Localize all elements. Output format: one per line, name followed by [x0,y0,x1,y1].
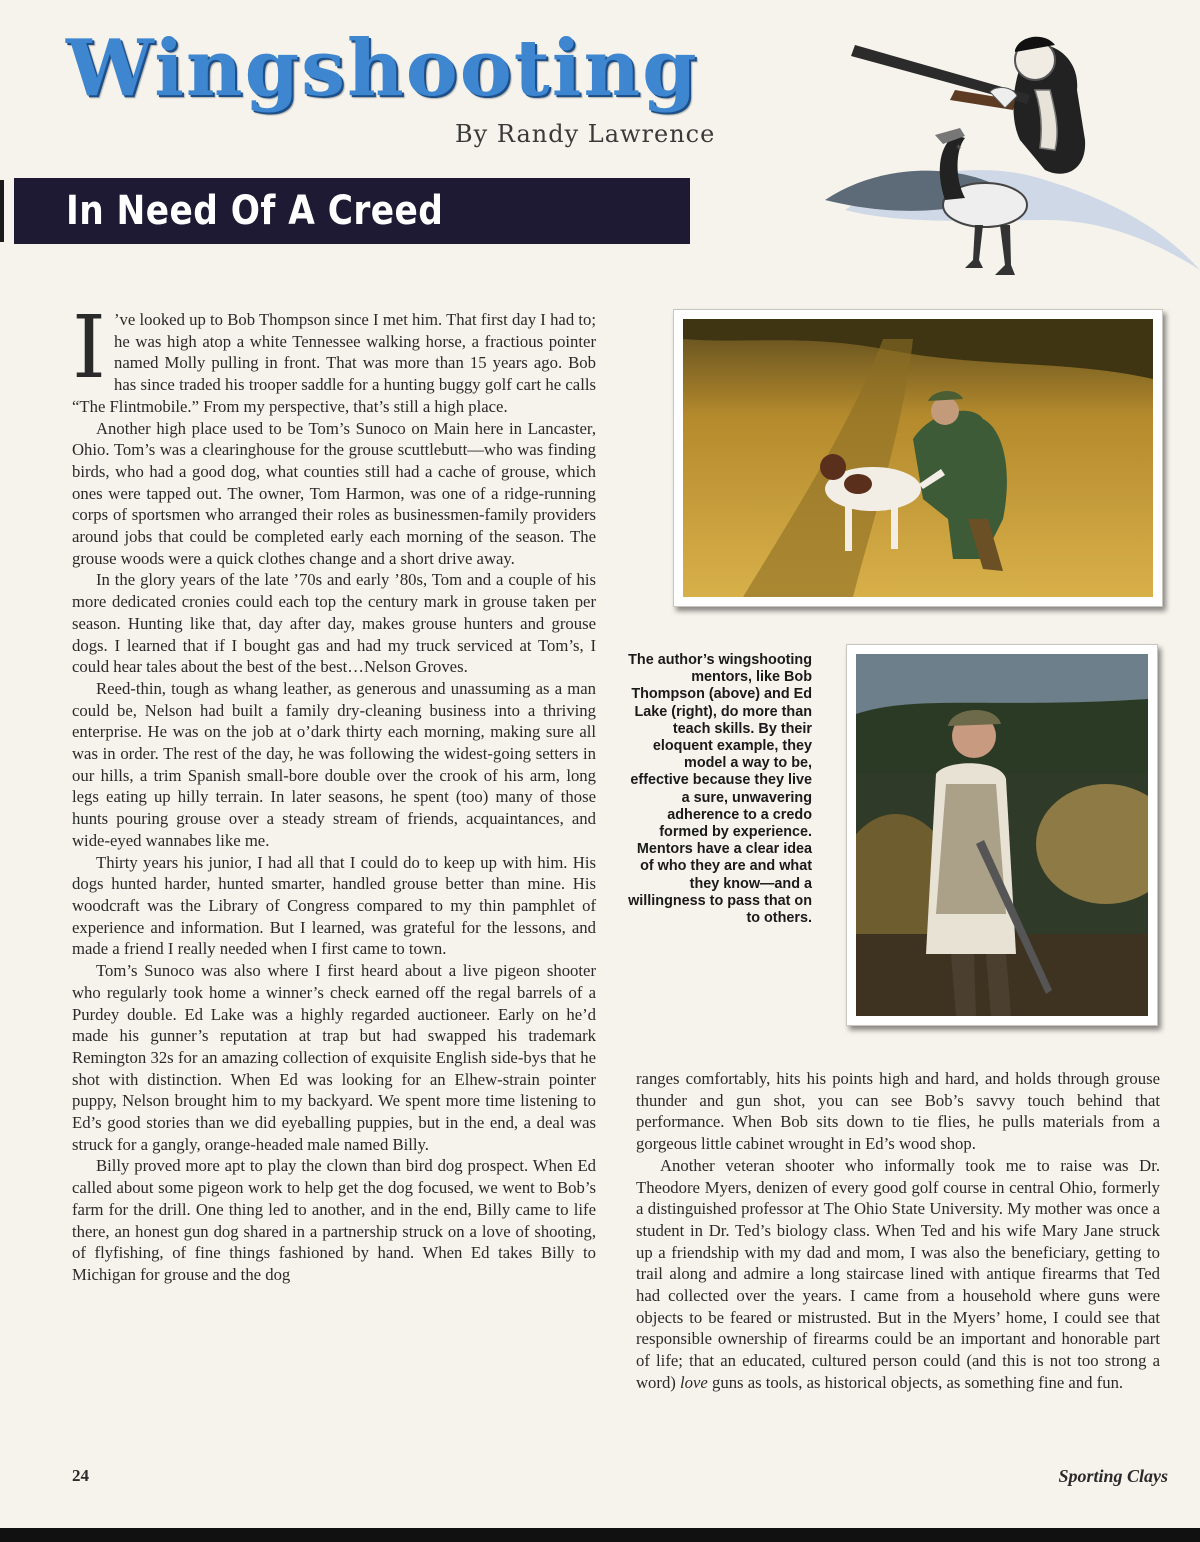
page-number: 24 [72,1466,89,1485]
hunter-with-goose-illustration [815,20,1200,280]
byline: By Randy Lawrence [455,120,716,148]
headline-bar [14,178,690,244]
emphasized-word: love [680,1372,708,1392]
article-paragraph: ranges comfortably, hits his points high and hard, and holds through grouse thunder and gun shot, you can see Bob’s savvy touch behind that performance. When Bob sits down to tie flies, he pulls materials from a gorgeous little cabinet wrought in Ed’s wood shop. [636,1069,1160,1154]
publication-name: Sporting Clays [1058,1466,1168,1486]
article-paragraph: In the glory years of the late ’70s and early ’80s, Tom and a couple of his more dedicated cronies could each top the century mark in grouse taken per season. Hunting like that, day after day, makes grouse hunters and grouse dogs. I learned that if I bought gas and had my truck serviced at Tom’s, I could hear tales about the best of the best…Nelson Groves. [72,570,596,677]
bottom-rule [0,1528,1200,1542]
article-paragraph: Tom’s Sunoco was also where I first heard about a live pigeon shooter who regularly took home a winner’s check earned off the regal barrels of a Purdey double. Ed Lake was a highly regarded auctioneer. Early on he’d made his gunner’s reputation at trap but had swapped his trademark Remington 32s for an amazing collection of exquisite English side-bys that he shot with distinction. When Ed was looking for an Elhew-strain pointer puppy, Nelson brought him to my backyard. We spent more time listening to Ed’s good stories than we did eyeballing puppies, but in the end, a deal was struck for a gangly, orange-headed male named Billy. [72,961,596,1154]
article-paragraph: Billy proved more apt to play the clown than bird dog prospect. When Ed called about some pigeon work to help get the dog focused, we went to Bob’s farm for the drill. One thing led to another, and in the end, Billy came to life there, an honest gun dog shared in a partnership struck on a love of shooting, of flyfishing, of fine things fashioned by hand. When Ed takes Billy to Michigan for grouse and the dog [72,1156,596,1284]
photo-man-with-shotgun-image [856,654,1148,1016]
article-headline: In Need Of A Creed [66,188,444,234]
paragraph-text: ’ve looked up to Bob Thompson since I met him. That first day I had to; he was high atop a white Tennessee walking horse, a fractious pointer named Molly pulling in front. That was more than 15 years ago. Bob has since traded his trooper saddle for a hunting buggy golf cart he calls “The Flintmobile.” From my perspective, that’s still a high place. [72,310,596,416]
drop-cap: I [72,298,106,398]
photo-caption: The author’s wingshooting mentors, like Bob Thompson (above) and Ed Lake (right), do more than teach skills. By their eloquent example, they model a way to be, effective because they live a sure, unwavering adherence to a credo formed by experience. Mentors have a clear idea of who they are and what they know—and a willingness to pass that on to others. [628,652,812,927]
paragraph-text: Another veteran shooter who informally took me to raise was Dr. Theodore Myers, denizen of every good golf course in central Ohio, formerly a distinguished professor at The Ohio State University. My mother was once a student in Dr. Ted’s biology class. When Ted and his wife Mary Jane struck up a friendship with my dad and mom, I was also the beneficiary, getting to trail along and admire a long staircase lined with antique firearms that Ted had collected over the years. I came from a household where guns were objects to be feared or mistrusted. But in the Myers’ home, I could see that responsible ownership of firearms could be an important and honorable part of life; that an educated, cultured person could (and this is not too strong a word) [636,1155,1160,1392]
article-paragraph [636,1155,1160,1394]
article-paragraph: Thirty years his junior, I had all that I could do to keep up with him. His dogs hunted harder, hunted smarter, handled grouse better than mine. His woodcraft was the Library of Congress compared to my thin pamphlet of experience and information. But I learned, was grateful for the lessons, and made a friend I really needed when I first came to town. [72,852,596,959]
photo-man-with-shotgun [846,644,1158,1026]
article-column-left [72,298,596,1286]
article-paragraph: Another high place used to be Tom’s Sunoco on Main here in Lancaster, Ohio. Tom’s was a clearinghouse for the grouse scuttlebutt—who was finding birds, who had a good dog, what counties still had a cache of grouse, which ones were tapped out. The owner, Tom Harmon, was one of a ridge-running corps of sportsmen who arranged their roles as businessmen-family providers around jobs that could be completed early each morning of the season. The grouse woods were a quick clothes change and a short drive away. [72,418,596,568]
left-margin-rule [0,180,4,242]
paragraph-text: guns as tools, as historical objects, as something fine and fun. [712,1372,1124,1392]
article-column-right [636,1068,1160,1394]
section-title: Wingshooting [66,23,699,114]
photo-hunter-with-pointer [673,309,1163,607]
article-paragraph: Reed-thin, tough as whang leather, as generous and unassuming as a man could be, Nelson had built a family dry-cleaning business into a thriving enterprise. He was on the job at o’dark thirty each morning, making sure all was in order. The rest of the day, he was following the widest-going setters in our hills, a trim Spanish small-bore double over the crook of his arm, long legs eating up hilly terrain. In later seasons, he spent (too) many of those hunts pouring grouse over a steady stream of friends, acquaintances, and wide-eyed wannabes like me. [72,678,596,850]
photo-hunter-with-pointer-image [683,319,1153,597]
svg-text:✶: ✶ [955,143,963,153]
article-paragraph [72,298,596,418]
